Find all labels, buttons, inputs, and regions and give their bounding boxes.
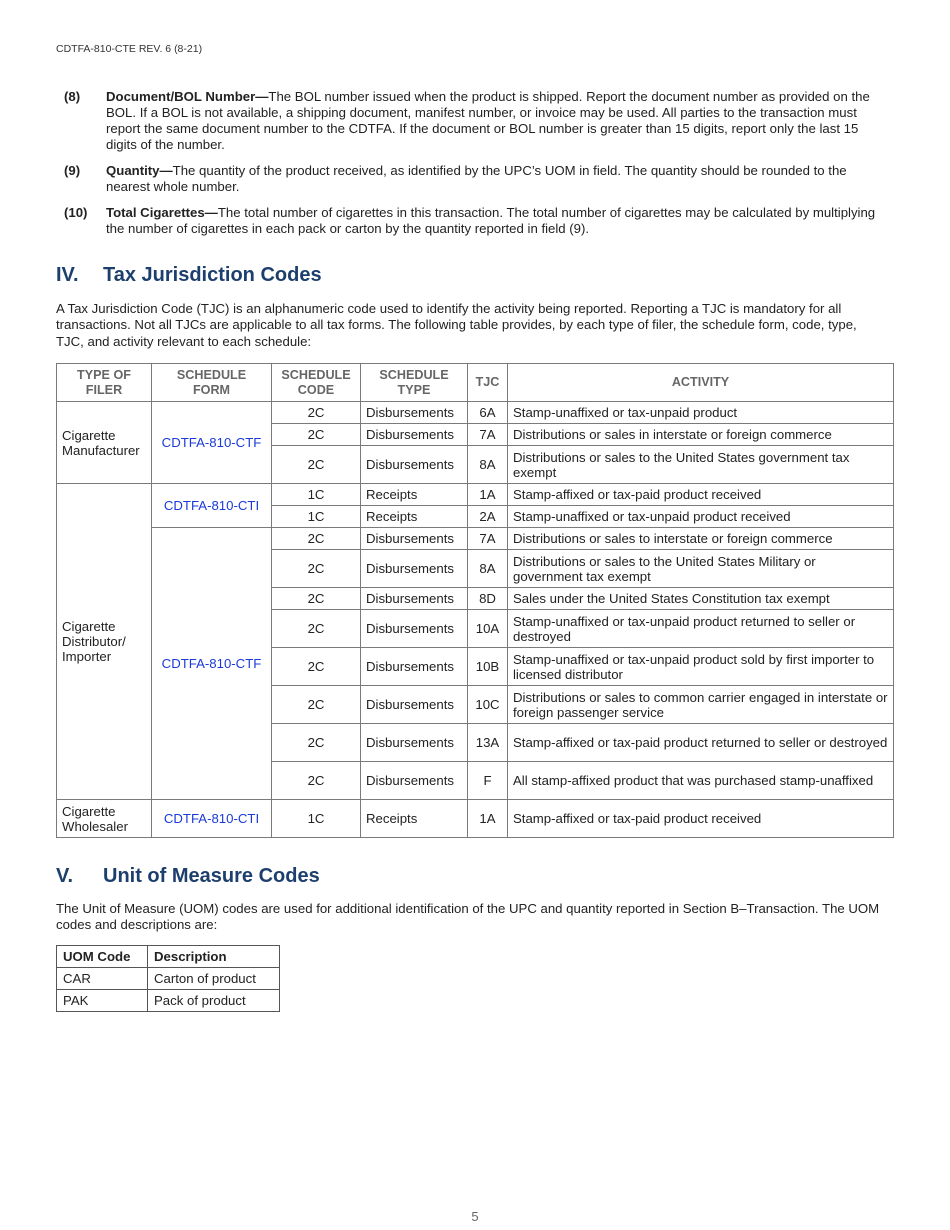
item-text: The total number of cigarettes in this transaction. The total number of cigarettes may be calculated by multiplying the number of cigarettes in each pack or carton by the quantity reported in field (9). bbox=[106, 205, 876, 236]
schedule-code: 2C bbox=[272, 528, 361, 550]
item-number: (9) bbox=[64, 163, 81, 178]
item-lead: Quantity— bbox=[106, 163, 173, 178]
filer-type: Cigarette Manufacturer bbox=[57, 402, 152, 484]
tjc-code: 6A bbox=[468, 402, 508, 424]
uom-table bbox=[56, 945, 280, 1012]
schedule-type: Disbursements bbox=[361, 528, 468, 550]
section-number: IV. bbox=[56, 264, 79, 286]
tjc-code: 10B bbox=[468, 648, 508, 686]
form-revision-id: CDTFA-810-CTE REV. 6 (8-21) bbox=[56, 43, 203, 55]
schedule-type: Disbursements bbox=[361, 446, 468, 484]
schedule-code: 1C bbox=[272, 484, 361, 506]
tjc-code: 8A bbox=[468, 446, 508, 484]
column-header: SCHEDULE CODE bbox=[272, 364, 361, 402]
column-header: UOM Code bbox=[57, 946, 148, 968]
field-item-8 bbox=[56, 89, 882, 153]
schedule-code: 2C bbox=[272, 588, 361, 610]
schedule-code: 2C bbox=[272, 424, 361, 446]
section-number: V. bbox=[56, 865, 74, 887]
schedule-code: 2C bbox=[272, 550, 361, 588]
activity: Stamp-unaffixed or tax-unpaid product sold by first importer to licensed distributor bbox=[508, 648, 894, 686]
schedule-code: 1C bbox=[272, 506, 361, 528]
activity: Distributions or sales to interstate or foreign commerce bbox=[508, 528, 894, 550]
schedule-type: Disbursements bbox=[361, 424, 468, 446]
activity: Distributions or sales in interstate or foreign commerce bbox=[508, 424, 894, 446]
column-header: ACTIVITY bbox=[508, 364, 894, 402]
schedule-code: 2C bbox=[272, 446, 361, 484]
table-row bbox=[57, 528, 894, 550]
tjc-code: F bbox=[468, 762, 508, 800]
activity: Stamp-unaffixed or tax-unpaid product bbox=[508, 402, 894, 424]
schedule-code: 2C bbox=[272, 402, 361, 424]
activity: Stamp-unaffixed or tax-unpaid product returned to seller or destroyed bbox=[508, 610, 894, 648]
section-4-intro: A Tax Jurisdiction Code (TJC) is an alphanumeric code used to identify the activity being reported. Reporting a TJC is mandatory for all transactions. Not all TJCs are applicable to all tax forms. The following table provides, by each type of filer, the schedule form, code, type, TJC, and activity relevant to each schedule: bbox=[56, 301, 857, 349]
schedule-code: 2C bbox=[272, 724, 361, 762]
schedule-code: 2C bbox=[272, 648, 361, 686]
item-lead: Document/BOL Number— bbox=[106, 89, 269, 104]
section-title: Unit of Measure Codes bbox=[103, 865, 320, 887]
uom-description: Pack of product bbox=[148, 990, 280, 1012]
table-row bbox=[57, 484, 894, 506]
schedule-form-link[interactable]: CDTFA-810-CTF bbox=[152, 402, 272, 484]
schedule-code: 1C bbox=[272, 800, 361, 838]
column-header: TJC bbox=[468, 364, 508, 402]
schedule-type: Disbursements bbox=[361, 648, 468, 686]
field-definitions bbox=[56, 89, 882, 247]
tjc-code: 13A bbox=[468, 724, 508, 762]
item-lead: Total Cigarettes— bbox=[106, 205, 218, 220]
tjc-code: 7A bbox=[468, 528, 508, 550]
column-header: TYPE OF FILER bbox=[57, 364, 152, 402]
uom-description: Carton of product bbox=[148, 968, 280, 990]
activity: Stamp-unaffixed or tax-unpaid product received bbox=[508, 506, 894, 528]
table-header-row bbox=[57, 946, 280, 968]
schedule-type: Receipts bbox=[361, 506, 468, 528]
filer-type: Cigarette Wholesaler bbox=[57, 800, 152, 838]
schedule-type: Disbursements bbox=[361, 762, 468, 800]
item-text: The quantity of the product received, as identified by the UPC’s UOM in field. The quantity should be rounded to the nearest whole number. bbox=[106, 163, 847, 194]
schedule-type: Disbursements bbox=[361, 588, 468, 610]
activity: Stamp-affixed or tax-paid product received bbox=[508, 800, 894, 838]
activity: Stamp-affixed or tax-paid product returned to seller or destroyed bbox=[508, 724, 894, 762]
page-number: 5 bbox=[471, 1209, 479, 1224]
uom-code: CAR bbox=[57, 968, 148, 990]
section-5-intro: The Unit of Measure (UOM) codes are used for additional identification of the UPC and quantity reported in Section B–Transaction. The UOM codes and descriptions are: bbox=[56, 901, 880, 933]
tjc-code: 8D bbox=[468, 588, 508, 610]
tjc-code: 2A bbox=[468, 506, 508, 528]
item-number: (10) bbox=[64, 205, 88, 220]
table-row bbox=[57, 968, 280, 990]
schedule-type: Disbursements bbox=[361, 550, 468, 588]
item-text: The BOL number issued when the product is shipped. Report the document number as provided on the BOL. If a BOL is not available, a shipping document, manifest number, or invoice may be used. All parties to the transaction must report the same document number to the CDTFA. If the document or BOL number is greater than 15 digits, report only the last 15 digits of the number. bbox=[106, 89, 870, 152]
schedule-code: 2C bbox=[272, 762, 361, 800]
activity: Distributions or sales to common carrier engaged in interstate or foreign passenger service bbox=[508, 686, 894, 724]
schedule-type: Disbursements bbox=[361, 402, 468, 424]
schedule-form-link[interactable]: CDTFA-810-CTI bbox=[152, 800, 272, 838]
activity: Stamp-affixed or tax-paid product received bbox=[508, 484, 894, 506]
schedule-type: Disbursements bbox=[361, 610, 468, 648]
section-title: Tax Jurisdiction Codes bbox=[103, 264, 322, 286]
section-4-heading bbox=[56, 264, 322, 287]
column-header: SCHEDULE TYPE bbox=[361, 364, 468, 402]
schedule-type: Receipts bbox=[361, 484, 468, 506]
table-row bbox=[57, 990, 280, 1012]
schedule-type: Disbursements bbox=[361, 686, 468, 724]
tjc-code: 7A bbox=[468, 424, 508, 446]
schedule-code: 2C bbox=[272, 610, 361, 648]
table-row bbox=[57, 800, 894, 838]
table-row bbox=[57, 402, 894, 424]
schedule-type: Receipts bbox=[361, 800, 468, 838]
tjc-code: 1A bbox=[468, 484, 508, 506]
column-header: Description bbox=[148, 946, 280, 968]
filer-type: Cigarette Distributor/ Importer bbox=[57, 484, 152, 800]
schedule-form-link[interactable]: CDTFA-810-CTI bbox=[152, 484, 272, 528]
table-header-row bbox=[57, 364, 894, 402]
schedule-code: 2C bbox=[272, 686, 361, 724]
schedule-form-link[interactable]: CDTFA-810-CTF bbox=[152, 528, 272, 800]
activity: All stamp-affixed product that was purchased stamp-unaffixed bbox=[508, 762, 894, 800]
tjc-code: 10C bbox=[468, 686, 508, 724]
tjc-code: 10A bbox=[468, 610, 508, 648]
tjc-table bbox=[56, 363, 894, 838]
activity: Sales under the United States Constitution tax exempt bbox=[508, 588, 894, 610]
schedule-type: Disbursements bbox=[361, 724, 468, 762]
field-item-9 bbox=[56, 163, 882, 195]
activity: Distributions or sales to the United States Military or government tax exempt bbox=[508, 550, 894, 588]
tjc-code: 8A bbox=[468, 550, 508, 588]
activity: Distributions or sales to the United States government tax exempt bbox=[508, 446, 894, 484]
column-header: SCHEDULE FORM bbox=[152, 364, 272, 402]
tjc-code: 1A bbox=[468, 800, 508, 838]
section-5-heading bbox=[56, 865, 320, 888]
item-number: (8) bbox=[64, 89, 81, 104]
field-item-10 bbox=[56, 205, 882, 237]
uom-code: PAK bbox=[57, 990, 148, 1012]
